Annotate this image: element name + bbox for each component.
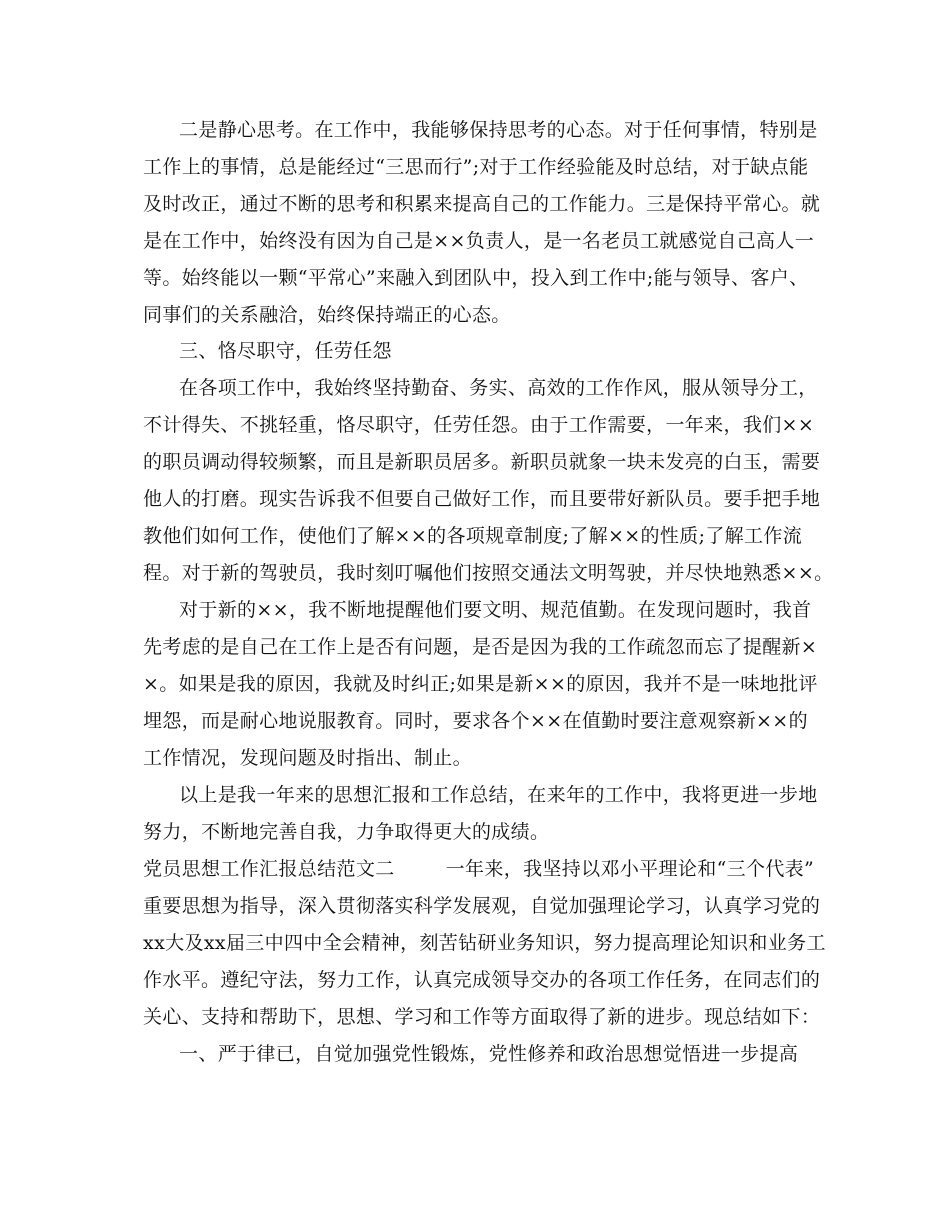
text-line: 先考虑的是自己在工作上是否有问题，是否是因为我的工作疏忽而忘了提醒新×: [143, 636, 818, 658]
text-line: 及时改正，通过不断的思考和积累来提高自己的工作能力。三是保持平常心。就: [143, 193, 821, 215]
text-line: 他人的打磨。现实告诉我不但要自己做好工作，而且要带好新队员。要手把手地: [143, 488, 821, 510]
text-line: 努力，不断地完善自我，力争取得更大的成绩。: [143, 821, 550, 843]
text-line: 是在工作中，始终没有因为自己是××负责人，是一名老员工就感觉自己高人一: [143, 230, 815, 252]
text-line: 程。对于新的驾驶员，我时刻叮嘱他们按照交通法文明驾驶，并尽快地熟悉××。: [143, 562, 834, 584]
text-line: 重要思想为指导，深入贯彻落实科学发展观，自觉加强理论学习，认真学习党的: [143, 895, 821, 917]
text-line: 的职员调动得较频繁，而且是新职员居多。新职员就象一块未发亮的白玉，需要: [143, 451, 821, 473]
text-line: 工作上的事情，总是能经过“三思而行”;对于工作经验能及时总结，对于缺点能: [143, 156, 809, 178]
text-line: 关心、支持和帮助下，思想、学习和工作等方面取得了新的进步。现总结如下：: [143, 1006, 821, 1028]
text-line: 以上是我一年来的思想汇报和工作总结，在来年的工作中，我将更进一步地: [179, 784, 818, 806]
text-line: xx大及xx届三中四中全会精神，刻苦钻研业务知识，努力提高理论知识和业务工: [143, 932, 826, 954]
text-line: 二是静心思考。在工作中，我能够保持思考的心态。对于任何事情，特别是: [179, 119, 818, 141]
text-line: 作水平。遵纪守法，努力工作，认真完成领导交办的各项工作任务，在同志们的: [143, 969, 821, 991]
text-line: 埋怨，而是耐心地说服教育。同时，要求各个××在值勤时要注意观察新××的: [143, 710, 808, 732]
text-line: 教他们如何工作，使他们了解××的各项规章制度;了解××的性质;了解工作流: [143, 525, 803, 547]
text-line: 等。始终能以一颗“平常心”来融入到团队中，投入到工作中;能与领导、客户、: [143, 267, 809, 289]
document-title-line: 党员思想工作汇报总结范文二 一年来，我坚持以邓小平理论和“三个代表”: [143, 858, 815, 880]
text-line: 对于新的××，我不断地提醒他们要文明、规范值勤。在发现问题时，我首: [179, 599, 812, 621]
text-line: 工作情况，发现问题及时指出、制止。: [143, 747, 472, 769]
text-line: ×。如果是我的原因，我就及时纠正;如果是新××的原因，我并不是一味地批评: [143, 673, 818, 695]
section-heading: 一、严于律已，自觉加强党性锻炼，党性修养和政治思想觉悟进一步提高: [179, 1043, 799, 1065]
text-line: 不计得失、不挑轻重，恪尽职守，任劳任怨。由于工作需要，一年来，我们××: [143, 414, 815, 436]
text-line: 同事们的关系融洽，始终保持端正的心态。: [143, 304, 511, 326]
section-heading: 三、恪尽职守，任劳任怨: [179, 340, 392, 362]
text-line: 在各项工作中，我始终坚持勤奋、务实、高效的工作作风，服从领导分工，: [179, 377, 818, 399]
